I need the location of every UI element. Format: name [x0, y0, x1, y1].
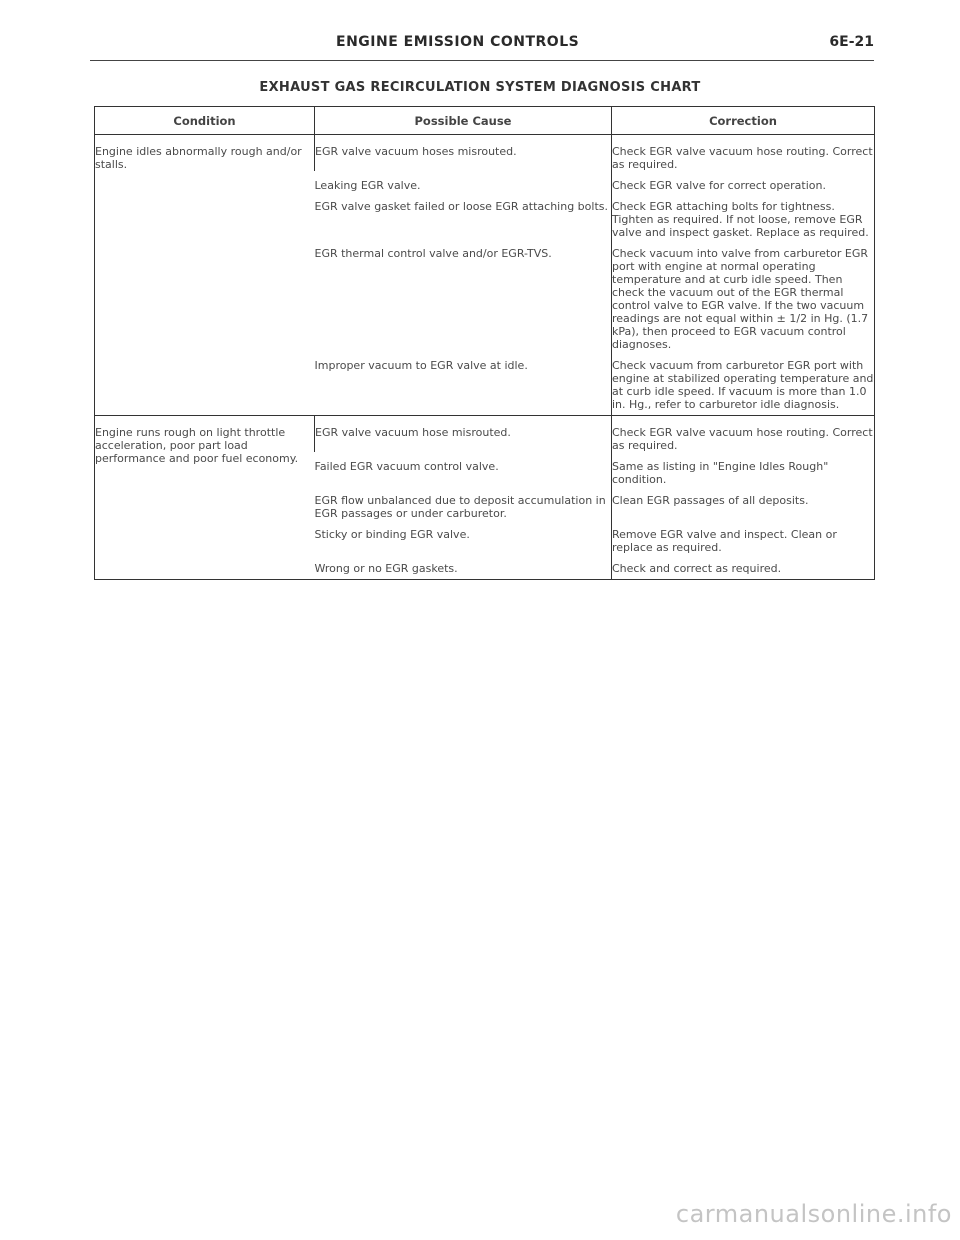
watermark: carmanualsonline.info	[675, 1200, 952, 1228]
correction-cell: Check EGR valve vacuum hose routing. Correct as required.	[612, 135, 875, 172]
cause-cell: EGR valve vacuum hose misrouted.	[315, 416, 612, 453]
table-row	[95, 416, 875, 453]
correction-cell: Check and correct as required.	[612, 562, 875, 580]
cause-cell: EGR valve gasket failed or loose EGR attaching bolts.	[314, 200, 608, 213]
column-header-correction: Correction	[612, 107, 875, 135]
cause-cell: Sticky or binding EGR valve.	[314, 528, 470, 541]
diagnosis-table	[94, 106, 875, 580]
correction-cell: Check EGR valve vacuum hose routing. Correct as required.	[612, 416, 875, 453]
cause-cell: Leaking EGR valve.	[314, 179, 421, 192]
header-divider	[90, 60, 874, 61]
cause-cell: Failed EGR vacuum control valve.	[314, 460, 499, 473]
correction-cell: Check vacuum from carburetor EGR port with engine at stabilized operating temperature and at curb idle speed. If vacuum is more than 1.0 in. Hg., refer to carburetor idle diagnosis.	[612, 359, 875, 416]
condition-cell: Engine runs rough on light throttle acceleration, poor part load performance and poor fuel economy.	[95, 416, 315, 580]
correction-cell: Same as listing in "Engine Idles Rough" condition.	[612, 460, 875, 486]
cause-cell: EGR thermal control valve and/or EGR-TVS.	[314, 247, 552, 260]
condition-cell: Engine idles abnormally rough and/or stalls.	[95, 145, 302, 171]
column-header-possible-cause: Possible Cause	[315, 107, 612, 135]
correction-cell: Check vacuum into valve from carburetor EGR port with engine at normal operating temperature and at curb idle speed. Then check the vacuum out of the EGR thermal control valve to EGR valve. If the two vacuum readings are not equal within ± 1/2 in Hg. (1.7 kPa), then proceed to EGR vacuum control diagnoses.	[612, 247, 875, 351]
correction-cell: Check EGR attaching bolts for tightness. Tighten as required. If not loose, remove EGR valve and inspect gasket. Replace as required.	[612, 200, 875, 239]
page-header	[90, 34, 874, 56]
column-header-condition: Condition	[95, 107, 315, 135]
page-number: 6E-21	[829, 34, 874, 50]
cause-cell: Wrong or no EGR gaskets.	[314, 562, 458, 575]
cause-cell: EGR valve vacuum hoses misrouted.	[315, 135, 612, 172]
section-title: ENGINE EMISSION CONTROLS	[336, 34, 580, 50]
correction-cell: Remove EGR valve and inspect. Clean or replace as required.	[612, 528, 875, 554]
cause-cell: EGR flow unbalanced due to deposit accumulation in EGR passages or under carburetor.	[314, 494, 606, 520]
correction-cell: Clean EGR passages of all deposits.	[612, 494, 875, 520]
table-row	[95, 135, 875, 172]
correction-cell: Check EGR valve for correct operation.	[612, 179, 875, 192]
cause-cell: Improper vacuum to EGR valve at idle.	[314, 359, 528, 372]
table-header-row	[95, 107, 875, 135]
chart-title: EXHAUST GAS RECIRCULATION SYSTEM DIAGNOSIS CHART	[259, 80, 701, 95]
